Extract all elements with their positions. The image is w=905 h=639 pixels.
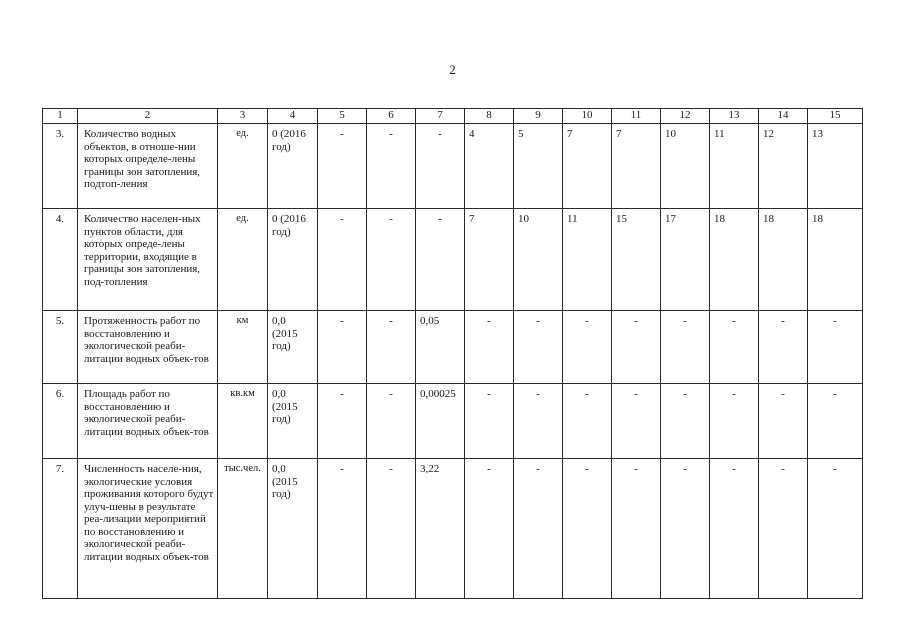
value-cell: 3,22 (416, 459, 465, 599)
unit-cell: тыс.чел. (218, 459, 268, 599)
value-cell: - (808, 384, 863, 459)
value-cell: 4 (465, 124, 514, 209)
table-row (43, 384, 863, 459)
header-cell: 10 (563, 109, 612, 124)
value-cell: 18 (808, 209, 863, 311)
value-cell: - (367, 459, 416, 599)
value-cell: 15 (612, 209, 661, 311)
header-cell: 8 (465, 109, 514, 124)
value-cell: - (563, 311, 612, 384)
value-cell: 12 (759, 124, 808, 209)
indicators-table (42, 108, 863, 599)
value-cell: - (318, 124, 367, 209)
header-cell: 3 (218, 109, 268, 124)
value-cell: - (318, 311, 367, 384)
value-cell: - (612, 384, 661, 459)
value-cell: - (563, 459, 612, 599)
header-cell: 13 (710, 109, 759, 124)
value-cell: 18 (759, 209, 808, 311)
value-cell: 10 (661, 124, 710, 209)
value-cell: - (367, 384, 416, 459)
value-cell: 11 (710, 124, 759, 209)
value-cell: - (416, 209, 465, 311)
value-cell: 13 (808, 124, 863, 209)
value-cell: 17 (661, 209, 710, 311)
value-cell: - (661, 311, 710, 384)
header-cell: 14 (759, 109, 808, 124)
header-cell: 2 (78, 109, 218, 124)
value-cell: 7 (563, 124, 612, 209)
value-cell: - (514, 459, 563, 599)
table-row (43, 124, 863, 209)
header-cell: 15 (808, 109, 863, 124)
header-cell: 5 (318, 109, 367, 124)
value-cell: 18 (710, 209, 759, 311)
header-cell: 1 (43, 109, 78, 124)
base-value-cell: 0 (2016 год) (268, 209, 318, 311)
indicator-name: Протяженность работ по восстановлению и экологической реаби-литации водных объек-тов (78, 311, 218, 384)
value-cell: - (465, 311, 514, 384)
header-cell: 6 (367, 109, 416, 124)
value-cell: 10 (514, 209, 563, 311)
value-cell: - (514, 384, 563, 459)
value-cell: 7 (612, 124, 661, 209)
row-number: 7. (43, 459, 78, 599)
table-row (43, 459, 863, 599)
value-cell: - (563, 384, 612, 459)
value-cell: - (318, 209, 367, 311)
value-cell: - (808, 311, 863, 384)
header-cell: 11 (612, 109, 661, 124)
indicator-name: Численность населе-ния, экологические условия проживания которого будут улуч-шены в результате реа-лизации мероприятий по восстановлению и экологической реаби-литации водных объек-тов (78, 459, 218, 599)
base-value-cell: 0,0 (2015 год) (268, 459, 318, 599)
indicator-name: Количество населен-ных пунктов области, для которых опреде-лены территории, входящие в границы зон затопления, под-топления (78, 209, 218, 311)
value-cell: - (759, 311, 808, 384)
value-cell: - (416, 124, 465, 209)
value-cell: - (661, 459, 710, 599)
value-cell: - (759, 459, 808, 599)
value-cell: - (514, 311, 563, 384)
indicator-name: Площадь работ по восстановлению и экологической реаби-литации водных объек-тов (78, 384, 218, 459)
unit-cell: ед. (218, 209, 268, 311)
unit-cell: км (218, 311, 268, 384)
value-cell: - (710, 384, 759, 459)
value-cell: 0,00025 (416, 384, 465, 459)
value-cell: 11 (563, 209, 612, 311)
value-cell: - (808, 459, 863, 599)
base-value-cell: 0 (2016 год) (268, 124, 318, 209)
table-row (43, 209, 863, 311)
value-cell: - (661, 384, 710, 459)
base-value-cell: 0,0 (2015 год) (268, 311, 318, 384)
row-number: 4. (43, 209, 78, 311)
value-cell: 5 (514, 124, 563, 209)
table-row (43, 311, 863, 384)
value-cell: - (367, 209, 416, 311)
base-value-cell: 0,0 (2015 год) (268, 384, 318, 459)
value-cell: - (367, 124, 416, 209)
header-cell: 12 (661, 109, 710, 124)
row-number: 3. (43, 124, 78, 209)
value-cell: - (465, 384, 514, 459)
unit-cell: кв.км (218, 384, 268, 459)
unit-cell: ед. (218, 124, 268, 209)
header-cell: 9 (514, 109, 563, 124)
value-cell: - (710, 311, 759, 384)
row-number: 5. (43, 311, 78, 384)
header-cell: 7 (416, 109, 465, 124)
value-cell: 0,05 (416, 311, 465, 384)
value-cell: - (318, 459, 367, 599)
value-cell: - (612, 311, 661, 384)
value-cell: - (367, 311, 416, 384)
indicator-name: Количество водных объектов, в отноше-нии которых определе-лены границы зон затопления, подтоп-ления (78, 124, 218, 209)
page-number: 2 (449, 62, 456, 77)
value-cell: - (612, 459, 661, 599)
value-cell: - (465, 459, 514, 599)
row-number: 6. (43, 384, 78, 459)
header-row (43, 109, 863, 124)
value-cell: 7 (465, 209, 514, 311)
value-cell: - (759, 384, 808, 459)
header-cell: 4 (268, 109, 318, 124)
value-cell: - (710, 459, 759, 599)
value-cell: - (318, 384, 367, 459)
